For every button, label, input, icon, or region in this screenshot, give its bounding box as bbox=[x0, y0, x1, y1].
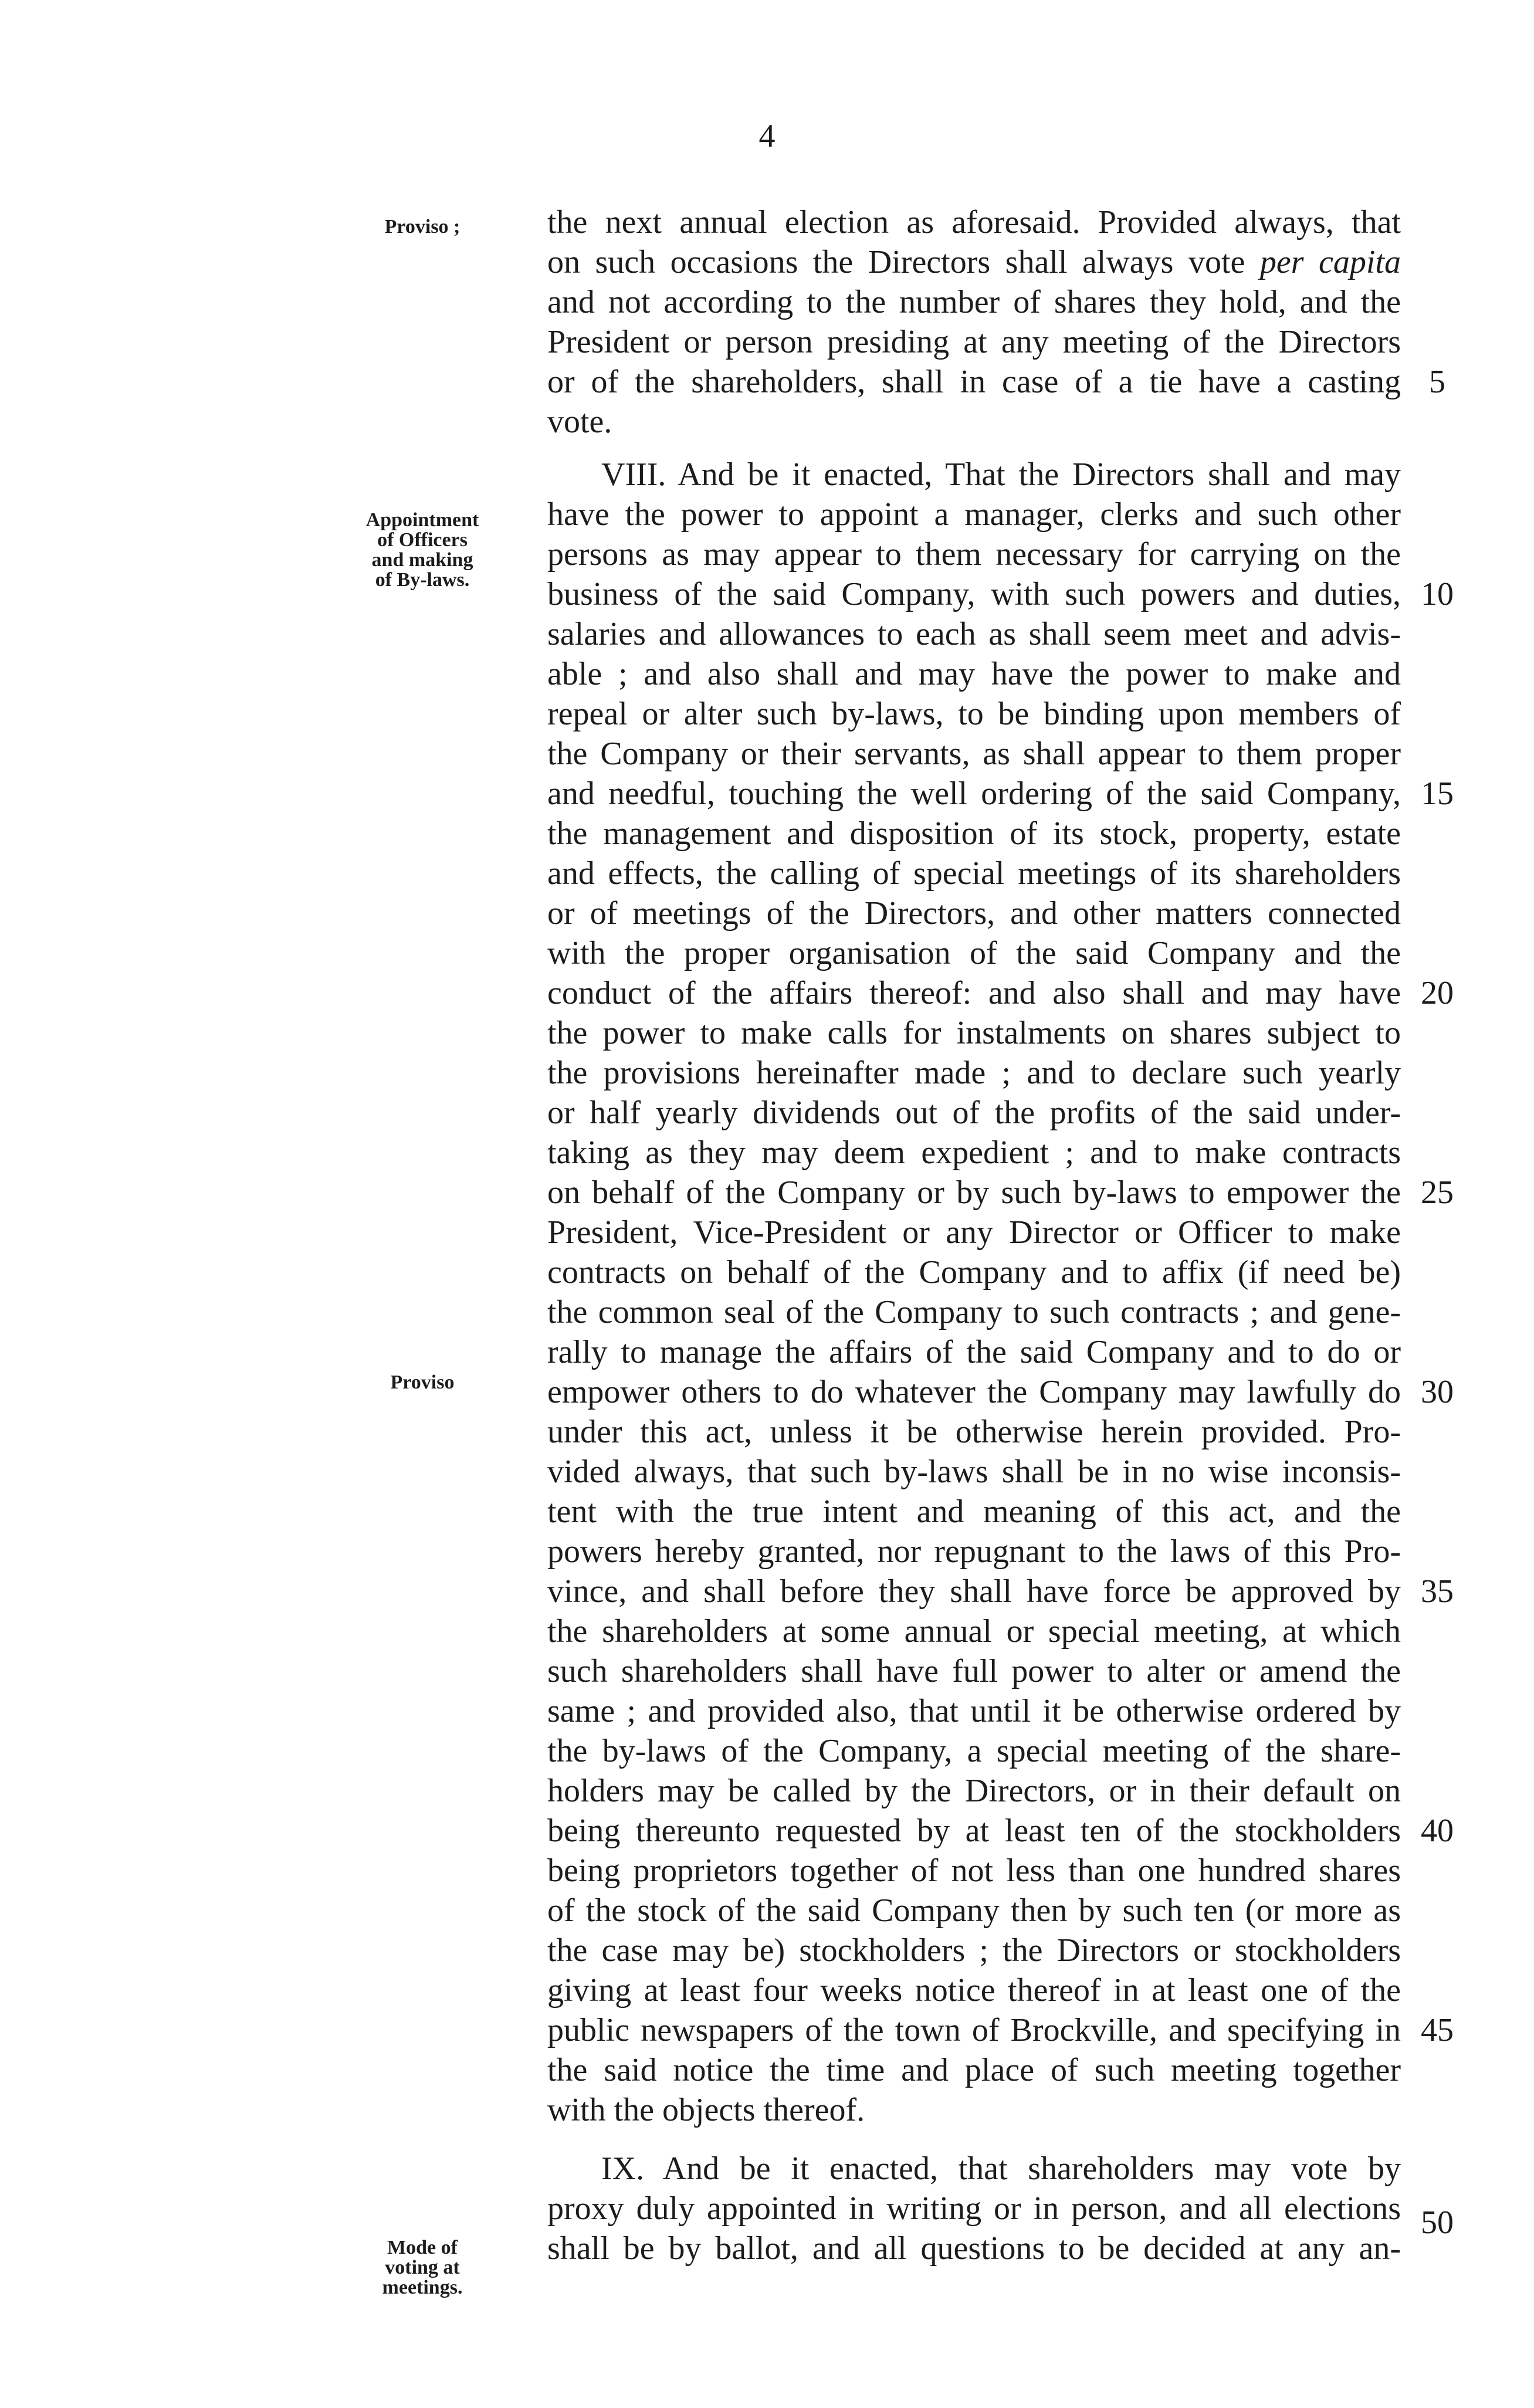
line-number: 30 bbox=[1421, 1374, 1454, 1410]
body-line: the common seal of the Company to such contracts ; and gene- bbox=[547, 1294, 1401, 1330]
body-line: the provisions hereinafter made ; and to declare such yearly bbox=[547, 1055, 1401, 1091]
body-line: persons as may appear to them necessary for carrying on the bbox=[547, 536, 1401, 573]
margin-note-line: of By-laws. bbox=[375, 569, 470, 591]
body-line: being proprietors together of not less than one hundred shares bbox=[547, 1852, 1401, 1889]
body-line: President, Vice-President or any Director or Officer to make bbox=[547, 1214, 1401, 1251]
body-line: the case may be) stockholders ; the Directors or stockholders bbox=[547, 1932, 1401, 1969]
body-line: conduct of the affairs thereof: and also shall and may have bbox=[547, 975, 1401, 1011]
body-line: tent with the true intent and meaning of this act, and the bbox=[547, 1493, 1401, 1530]
body-line: of the stock of the said Company then by such ten (or more as bbox=[547, 1892, 1401, 1929]
margin-note-line: Proviso ; bbox=[384, 216, 460, 238]
body-line: able ; and also shall and may have the power to make and bbox=[547, 656, 1401, 692]
body-line: being thereunto requested by at least ten of the stockholders bbox=[547, 1813, 1401, 1849]
margin-note-proviso bbox=[334, 217, 510, 237]
body-line: the shareholders at some annual or special meeting, at which bbox=[547, 1613, 1401, 1650]
italic-phrase: per capita bbox=[1259, 244, 1401, 280]
body-line: or of the shareholders, shall in case of a tie have a casting bbox=[547, 364, 1401, 400]
body-line: VIII. And be it enacted, That the Directors shall and may bbox=[601, 456, 1401, 493]
line-number: 25 bbox=[1421, 1174, 1454, 1211]
body-line: such shareholders shall have full power to alter or amend the bbox=[547, 1653, 1401, 1689]
body-line: on such occasions the Directors shall always vote per capita bbox=[547, 244, 1401, 280]
margin-note-line: meetings. bbox=[382, 2277, 463, 2298]
margin-note-line: of Officers bbox=[377, 529, 468, 551]
body-line: President or person presiding at any meeting of the Directors bbox=[547, 324, 1401, 360]
body-line: with the proper organisation of the said Company and the bbox=[547, 935, 1401, 971]
margin-note-mode-of-voting bbox=[334, 2238, 510, 2298]
margin-note-line: voting at bbox=[385, 2257, 460, 2278]
margin-note-line: Proviso bbox=[390, 1371, 455, 1393]
body-line: the management and disposition of its stock, property, estate bbox=[547, 815, 1401, 852]
margin-note-line: Appointment bbox=[365, 509, 479, 531]
margin-note-line: Mode of bbox=[387, 2237, 458, 2258]
margin-note-proviso-2 bbox=[334, 1373, 510, 1393]
body-line: or half yearly dividends out of the profits of the said under- bbox=[547, 1095, 1401, 1131]
line-number: 40 bbox=[1421, 1813, 1454, 1849]
body-line: vince, and shall before they shall have force be approved by bbox=[547, 1573, 1401, 1610]
body-line: the said notice the time and place of such meeting together bbox=[547, 2052, 1401, 2088]
body-line: same ; and provided also, that until it be otherwise ordered by bbox=[547, 1693, 1401, 1729]
body-line: public newspapers of the town of Brockville, and specifying in bbox=[547, 2012, 1401, 2048]
body-line: contracts on behalf of the Company and to affix (if need be) bbox=[547, 1254, 1401, 1291]
body-line: on behalf of the Company or by such by-laws to empower the bbox=[547, 1174, 1401, 1211]
body-line: the next annual election as aforesaid. Provided always, that bbox=[547, 204, 1401, 241]
body-line: and not according to the number of shares they hold, and the bbox=[547, 284, 1401, 320]
body-line: the Company or their servants, as shall appear to them proper bbox=[547, 736, 1401, 772]
body-line: and needful, touching the well ordering of the said Company, bbox=[547, 775, 1401, 812]
line-number: 35 bbox=[1421, 1573, 1454, 1610]
line-number: 15 bbox=[1421, 775, 1454, 812]
body-line: taking as they may deem expedient ; and to make contracts bbox=[547, 1134, 1401, 1171]
body-line: and effects, the calling of special meetings of its shareholders bbox=[547, 855, 1401, 892]
margin-note-appointment-of-officers bbox=[334, 510, 510, 590]
line-number: 5 bbox=[1429, 364, 1445, 400]
body-line: shall be by ballot, and all questions to be decided at any an- bbox=[547, 2230, 1401, 2267]
body-line: holders may be called by the Directors, or in their default on bbox=[547, 1773, 1401, 1809]
body-line: vided always, that such by-laws shall be in no wise inconsis- bbox=[547, 1454, 1401, 1490]
line-number: 45 bbox=[1421, 2012, 1454, 2048]
body-line: empower others to do whatever the Company may lawfully do bbox=[547, 1374, 1401, 1410]
line-number: 50 bbox=[1421, 2204, 1454, 2241]
margin-note-line: and making bbox=[371, 549, 473, 571]
body-line: or of meetings of the Directors, and other matters connected bbox=[547, 895, 1401, 932]
body-line: salaries and allowances to each as shall seem meet and advis- bbox=[547, 616, 1401, 652]
body-line: rally to manage the affairs of the said Company and to do or bbox=[547, 1334, 1401, 1370]
body-line: IX. And be it enacted, that shareholders may vote by bbox=[601, 2150, 1401, 2187]
line-number: 10 bbox=[1421, 576, 1454, 612]
body-line: giving at least four weeks notice thereof in at least one of the bbox=[547, 1972, 1401, 2009]
body-line: the by-laws of the Company, a special meeting of the share- bbox=[547, 1733, 1401, 1769]
body-line: under this act, unless it be otherwise herein provided. Pro- bbox=[547, 1414, 1401, 1450]
body-line: vote. bbox=[547, 404, 612, 440]
body-line: have the power to appoint a manager, clerks and such other bbox=[547, 496, 1401, 533]
body-line: with the objects thereof. bbox=[547, 2092, 865, 2128]
body-line: proxy duly appointed in writing or in person, and all elections bbox=[547, 2190, 1401, 2227]
line-number: 20 bbox=[1421, 975, 1454, 1011]
body-line: repeal or alter such by-laws, to be binding upon members of bbox=[547, 696, 1401, 732]
body-line: the power to make calls for instalments on shares subject to bbox=[547, 1015, 1401, 1051]
page-number: 4 bbox=[758, 118, 776, 154]
body-line: business of the said Company, with such powers and duties, bbox=[547, 576, 1401, 612]
body-line: powers hereby granted, nor repugnant to the laws of this Pro- bbox=[547, 1533, 1401, 1570]
